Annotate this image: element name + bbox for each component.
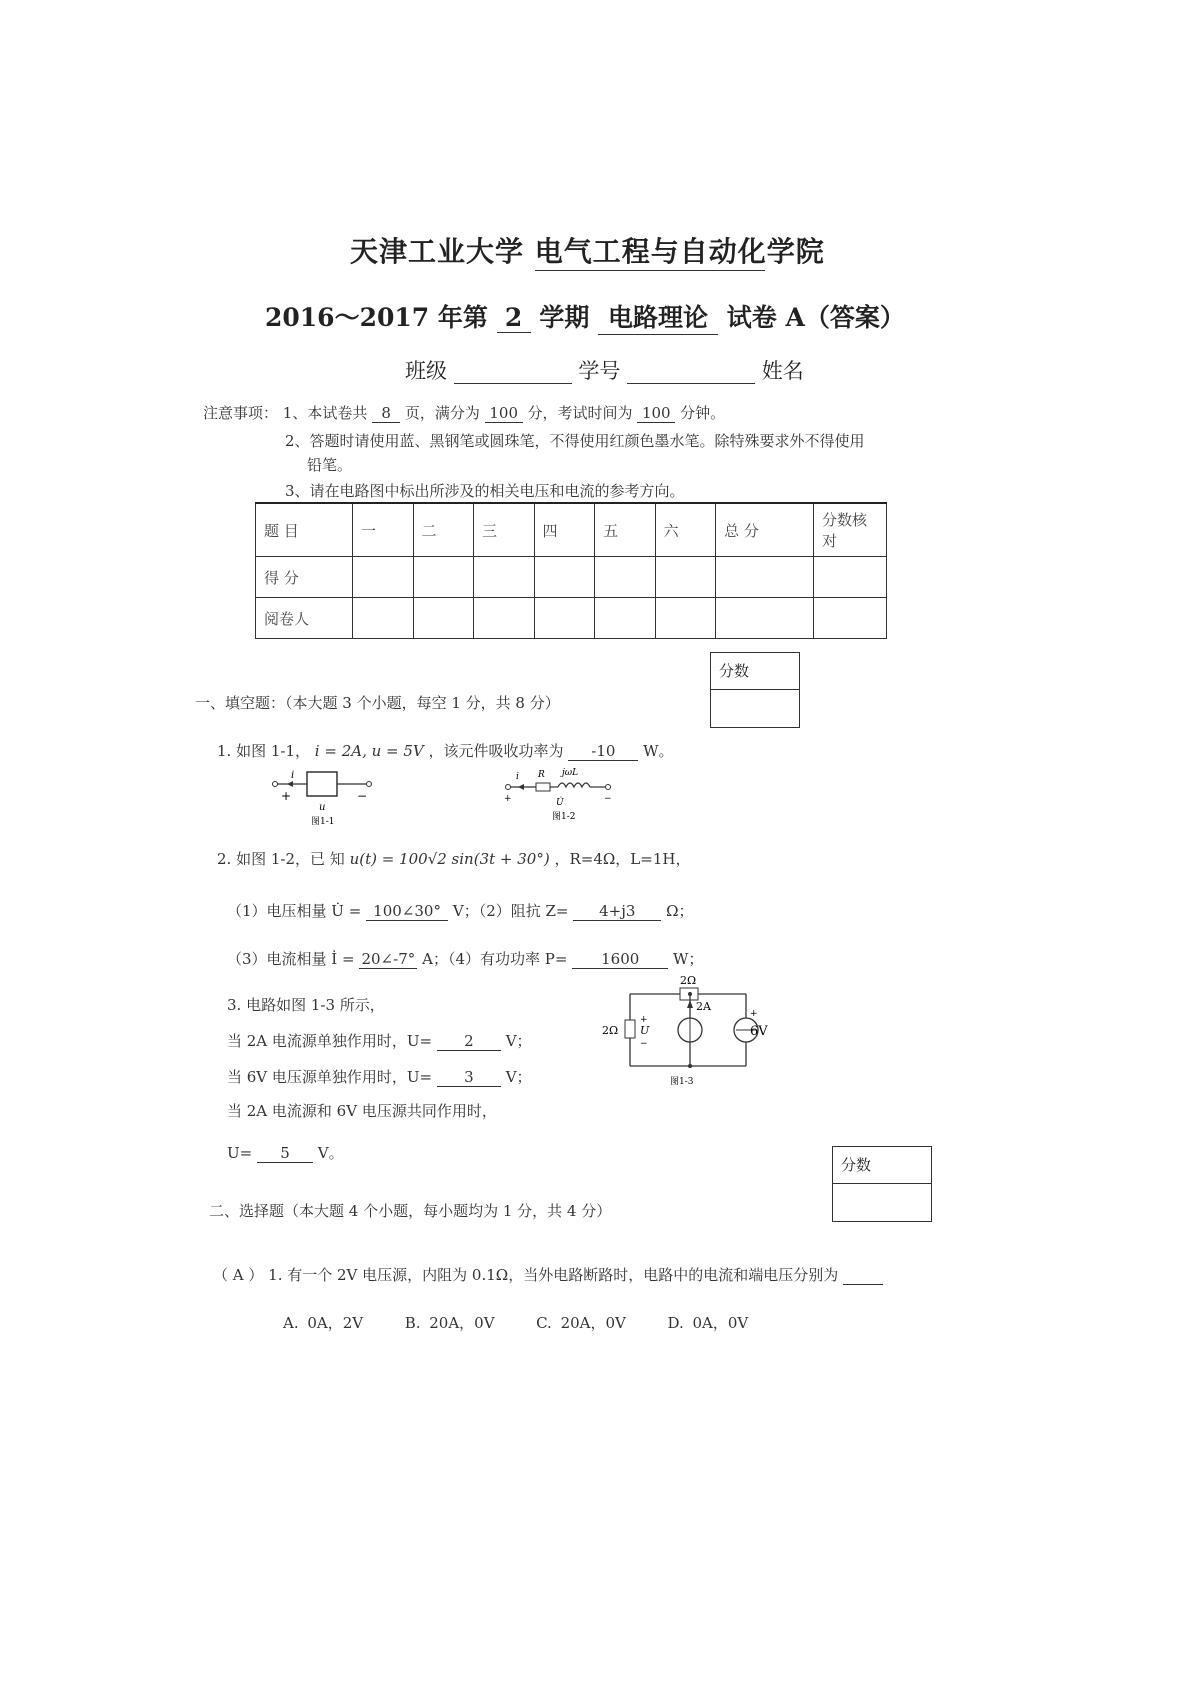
- id-label: 学号: [578, 359, 621, 383]
- grader-cell[interactable]: [655, 598, 716, 639]
- score-table-header-row: [256, 503, 887, 557]
- note-line-1: [203, 402, 725, 423]
- notes-label: 注意事项：: [203, 404, 279, 422]
- q3-4-text: U=: [227, 1144, 253, 1162]
- grader-cell[interactable]: [534, 598, 595, 639]
- note-line-2: 2、答题时请使用蓝、黑钢笔或圆珠笔，不得使用红颜色墨水笔。除特殊要求外不得使用: [285, 432, 865, 450]
- q1-3-title: 3. 电路如图 1-3 所示，: [227, 996, 385, 1014]
- university-name: 天津工业大学: [350, 235, 525, 268]
- section1-title: 一、填空题：（本大题 3 个小题，每空 1 分，共 8 分）: [195, 694, 560, 712]
- score-cell[interactable]: [595, 557, 656, 598]
- q2-1-unit: V；（2）阻抗 Z=: [452, 902, 569, 920]
- q2-1-answer: 100∠30°: [366, 902, 448, 921]
- header-cell: 分数核对: [814, 503, 887, 557]
- score-cell[interactable]: [353, 557, 414, 598]
- svg-text:+: +: [504, 794, 512, 804]
- s2-q1-answer: （ A ）: [213, 1266, 264, 1284]
- q2-4-answer: 1600: [572, 950, 668, 969]
- q2-3-answer: 20∠-7°: [359, 950, 417, 969]
- grader-cell[interactable]: [595, 598, 656, 639]
- option-b: B. 20A，0V: [404, 1314, 495, 1332]
- fig13-voltage-label: 6V: [750, 1024, 768, 1039]
- note1-pages: 8: [372, 404, 400, 423]
- fig12-u-label: U̇: [556, 798, 564, 808]
- score-cell[interactable]: [814, 557, 887, 598]
- note1-text-b: 页，满分为: [404, 404, 480, 422]
- q1-3-line-2: [227, 1066, 532, 1087]
- q3-4-unit: V。: [317, 1144, 344, 1162]
- q3-2-unit: V；: [505, 1068, 532, 1086]
- note1-text-a: 1、本试卷共: [282, 404, 368, 422]
- score-cell[interactable]: [716, 557, 814, 598]
- svg-text:−: −: [640, 1039, 648, 1049]
- svg-text:−: −: [357, 789, 368, 803]
- college-name: 电气工程与自动化学院: [535, 230, 765, 271]
- q1-answer: -10: [568, 742, 638, 761]
- score-cell[interactable]: [413, 557, 474, 598]
- q3-1-answer: 2: [437, 1032, 501, 1051]
- header-cell: 三: [474, 503, 535, 557]
- q3-4-answer: 5: [257, 1144, 313, 1163]
- grader-cell[interactable]: [474, 598, 535, 639]
- header-cell: 六: [655, 503, 716, 557]
- id-field[interactable]: [627, 359, 755, 384]
- q3-2-text: 当 6V 电压源单独作用时，U=: [227, 1068, 433, 1086]
- figure-1-3: [600, 972, 780, 1090]
- fig11-caption: 图1-1: [311, 817, 335, 827]
- section2-title: 二、选择题（本大题 4 个小题，每小题均为 1 分，共 4 分）: [209, 1202, 612, 1220]
- q1-3-line-1: [227, 1030, 532, 1051]
- q3-1-unit: V；: [505, 1032, 532, 1050]
- fig12-i-label: i: [516, 772, 519, 782]
- header-cell: 总 分: [716, 503, 814, 557]
- score-cell[interactable]: [655, 557, 716, 598]
- svg-text:+: +: [750, 1009, 758, 1019]
- note1-time: 100: [637, 404, 675, 423]
- score-table: [255, 502, 887, 639]
- s2-q1-text: 1. 有一个 2V 电压源，内阻为 0.1Ω，当外电路断路时，电路中的电流和端电压分别为: [268, 1266, 839, 1284]
- row-label: 得 分: [256, 557, 353, 598]
- grader-cell[interactable]: [413, 598, 474, 639]
- q1-text-b: ，该元件吸收功率为: [428, 742, 564, 760]
- section1-score-box: [710, 652, 800, 728]
- score-row: [256, 557, 887, 598]
- note1-text-d: 分钟。: [680, 404, 726, 422]
- fig13-left-r-label: 2Ω: [602, 1024, 619, 1037]
- fig11-i-label: i: [291, 770, 295, 781]
- s2-q1-options: [283, 1312, 748, 1333]
- name-label: 姓名: [761, 359, 804, 383]
- q3-1-text: 当 2A 电流源单独作用时，U=: [227, 1032, 433, 1050]
- q1-2-answers-b: [227, 948, 703, 969]
- class-label: 班级: [405, 359, 447, 383]
- fig13-top-r-label: 2Ω: [680, 974, 697, 987]
- q2-4-unit: W；: [673, 950, 704, 968]
- figure-1-1: [265, 768, 395, 830]
- option-d: D. 0A，0V: [667, 1314, 749, 1332]
- note-line-3: 3、请在电路图中标出所涉及的相关电压和电流的参考方向。: [285, 482, 685, 500]
- q2-text-a: 2. 如图 1-2，已 知: [217, 850, 345, 868]
- semester-suffix: 学期: [539, 303, 590, 332]
- q2-3-text: （3）电流相量 İ =: [227, 950, 355, 968]
- figure-1-2: [500, 765, 630, 827]
- q1-2-answers-a: [227, 900, 694, 921]
- fig11-u-label: u: [319, 802, 326, 813]
- q2-2-answer: 4+j3: [573, 902, 661, 921]
- grader-cell[interactable]: [814, 598, 887, 639]
- q1-2-line: [217, 848, 690, 869]
- header-cell: 二: [413, 503, 474, 557]
- q1-3-line-3: 当 2A 电流源和 6V 电压源共同作用时，: [227, 1102, 497, 1120]
- paper-label: 试卷 A（答案）: [726, 303, 905, 332]
- note-line-2b: 铅笔。: [307, 456, 353, 474]
- exam-title: [350, 230, 825, 271]
- svg-text:+: +: [281, 789, 292, 803]
- fig13-caption: 图1-3: [670, 1077, 694, 1087]
- course-name: 电路理论: [598, 298, 718, 335]
- grader-cell[interactable]: [716, 598, 814, 639]
- q1-3-line-4: [227, 1142, 344, 1163]
- header-cell: 一: [353, 503, 414, 557]
- grader-cell[interactable]: [353, 598, 414, 639]
- note1-text-c: 分，考试时间为: [527, 404, 633, 422]
- score-cell[interactable]: [534, 557, 595, 598]
- q2-1-text: （1）电压相量 U̇ =: [227, 902, 362, 920]
- grader-row: [256, 598, 887, 639]
- q2-2-unit: Ω；: [666, 902, 694, 920]
- semester-value: 2: [497, 303, 531, 333]
- section2-score-box: [832, 1146, 932, 1222]
- q1-unit: W。: [643, 742, 674, 760]
- s2-q1-blank: [843, 1266, 883, 1285]
- q2-expression: u(t) = 100√2 sin(3t + 30°): [349, 850, 550, 868]
- note1-score: 100: [485, 404, 523, 423]
- s2-q1-line: [213, 1264, 883, 1285]
- q3-2-answer: 3: [437, 1068, 501, 1087]
- score-box-label: 分数: [833, 1147, 931, 1184]
- svg-text:−: −: [604, 794, 612, 804]
- class-field[interactable]: [454, 359, 572, 384]
- q1-1-line: [217, 740, 674, 761]
- student-info-line: [405, 355, 804, 385]
- fig13-u-label: U: [640, 1024, 650, 1037]
- q2-text-b: ，R=4Ω，L=1H，: [554, 850, 691, 868]
- header-cell: 题 目: [256, 503, 353, 557]
- fig12-r-label: R: [538, 770, 545, 780]
- header-cell: 五: [595, 503, 656, 557]
- option-a: A. 0A，2V: [283, 1314, 364, 1332]
- fig12-caption: 图1-2: [552, 812, 576, 822]
- exam-page: [195, 230, 955, 1410]
- year-range: 2016～2017 年第: [265, 303, 488, 332]
- exam-subtitle: [265, 298, 905, 335]
- option-c: C. 20A，0V: [536, 1314, 626, 1332]
- fig12-jwl-label: jωL: [562, 768, 579, 778]
- fig13-current-label: 2A: [696, 1000, 711, 1013]
- q1-condition: i = 2A, u = 5V: [314, 742, 424, 760]
- row-label: 阅卷人: [256, 598, 353, 639]
- svg-text:+: +: [640, 1015, 648, 1025]
- score-box-label: 分数: [711, 653, 799, 690]
- q2-3-unit: A；（4）有功功率 P=: [422, 950, 568, 968]
- score-cell[interactable]: [474, 557, 535, 598]
- header-cell: 四: [534, 503, 595, 557]
- q1-text-a: 1. 如图 1-1，: [217, 742, 311, 760]
